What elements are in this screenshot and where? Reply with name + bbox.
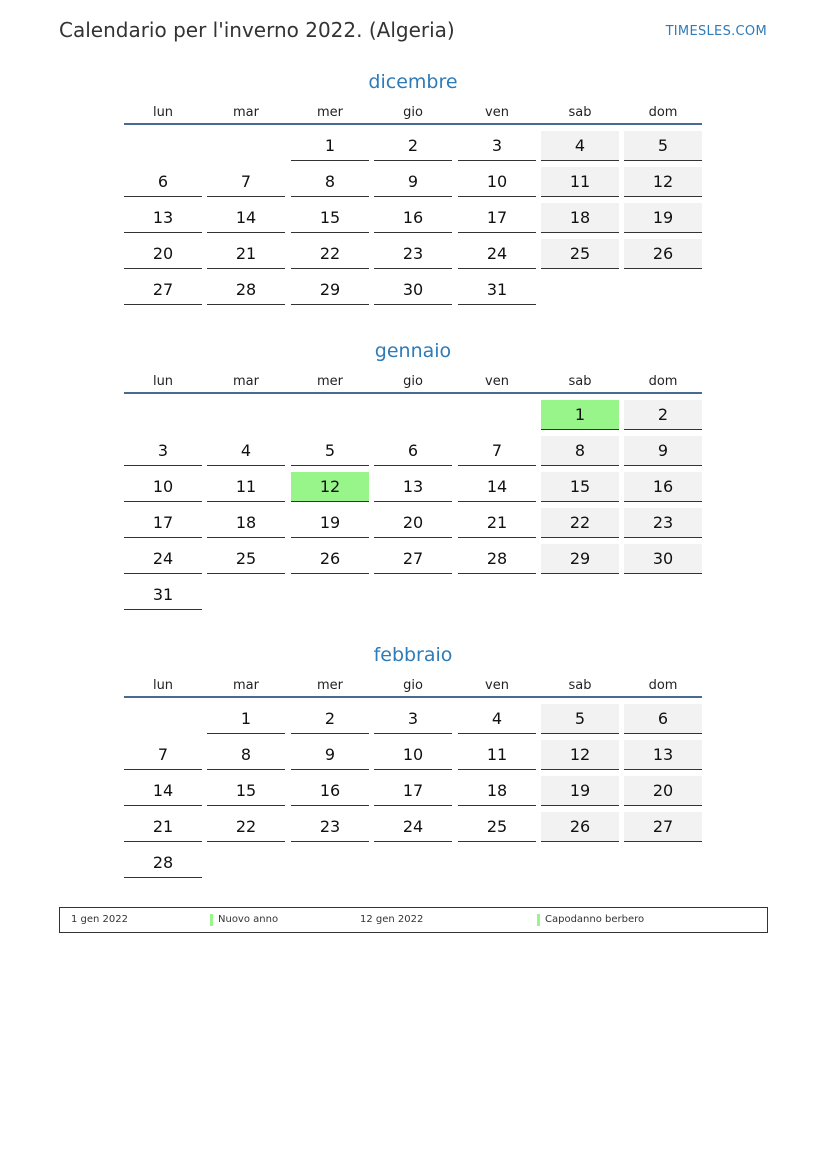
weekday-label: sab <box>568 678 592 693</box>
weekday-header-row <box>124 374 702 390</box>
site-link[interactable]: TIMESLES.COM <box>665 24 767 39</box>
day-cell: 29 <box>541 544 619 574</box>
day-cell: 24 <box>124 544 202 574</box>
day-cell: 19 <box>541 776 619 806</box>
day-cell: 5 <box>541 704 619 734</box>
day-cell: 24 <box>458 239 536 269</box>
day-cell: 26 <box>624 239 702 269</box>
legend-date: 1 gen 2022 <box>71 914 129 925</box>
day-cell: 19 <box>624 203 702 233</box>
day-cell: 28 <box>124 848 202 878</box>
day-cell: 22 <box>207 812 285 842</box>
day-cell: 12 <box>541 740 619 770</box>
day-cell: 21 <box>458 508 536 538</box>
day-cell: 22 <box>291 239 369 269</box>
day-cell: 13 <box>624 740 702 770</box>
day-cell: 23 <box>374 239 452 269</box>
day-cell: 13 <box>124 203 202 233</box>
weekday-label: dom <box>648 105 678 120</box>
legend-holiday-name: Nuovo anno <box>218 914 279 925</box>
day-cell: 23 <box>291 812 369 842</box>
page-title: Calendario per l'inverno 2022. (Algeria) <box>59 18 455 42</box>
day-cell: 15 <box>207 776 285 806</box>
weekday-label: gio <box>403 678 423 693</box>
day-cell: 6 <box>124 167 202 197</box>
month-title: febbraio <box>373 644 453 666</box>
day-cell: 12 <box>624 167 702 197</box>
day-cell: 29 <box>291 275 369 305</box>
weekday-header-row <box>124 105 702 121</box>
day-cell: 14 <box>207 203 285 233</box>
day-cell: 18 <box>207 508 285 538</box>
day-cell: 15 <box>541 472 619 502</box>
day-cell: 17 <box>374 776 452 806</box>
day-cell: 2 <box>624 400 702 430</box>
weekday-label: ven <box>485 374 509 389</box>
day-cell: 10 <box>374 740 452 770</box>
day-cell: 11 <box>541 167 619 197</box>
day-cell: 23 <box>624 508 702 538</box>
weekday-label: mer <box>316 105 343 120</box>
month-title: dicembre <box>368 71 458 93</box>
day-cell: 16 <box>624 472 702 502</box>
day-cell: 8 <box>207 740 285 770</box>
day-cell: 30 <box>374 275 452 305</box>
day-cell: 9 <box>374 167 452 197</box>
weekday-label: mar <box>233 374 259 389</box>
day-cell: 4 <box>207 436 285 466</box>
day-cell: 19 <box>291 508 369 538</box>
day-cell: 5 <box>624 131 702 161</box>
header-divider <box>124 696 702 698</box>
day-cell: 28 <box>207 275 285 305</box>
weekday-header-row <box>124 678 702 694</box>
weekday-label: lun <box>152 678 174 693</box>
holiday-color-swatch <box>537 914 540 926</box>
day-cell: 4 <box>541 131 619 161</box>
day-cell: 6 <box>374 436 452 466</box>
day-cell: 14 <box>124 776 202 806</box>
weekday-label: mar <box>233 678 259 693</box>
header-divider <box>124 123 702 125</box>
day-cell: 7 <box>458 436 536 466</box>
day-cell: 2 <box>374 131 452 161</box>
weekday-label: mar <box>233 105 259 120</box>
day-cell: 1 <box>291 131 369 161</box>
weekday-label: lun <box>152 105 174 120</box>
legend-date: 12 gen 2022 <box>360 914 424 925</box>
day-cell: 8 <box>291 167 369 197</box>
weekday-label: ven <box>485 105 509 120</box>
day-cell: 1 <box>207 704 285 734</box>
weekday-label: dom <box>648 374 678 389</box>
day-cell: 25 <box>541 239 619 269</box>
day-cell: 24 <box>374 812 452 842</box>
day-cell: 10 <box>458 167 536 197</box>
day-cell: 10 <box>124 472 202 502</box>
day-cell: 9 <box>624 436 702 466</box>
day-cell: 7 <box>207 167 285 197</box>
day-cell: 30 <box>624 544 702 574</box>
day-cell: 17 <box>458 203 536 233</box>
day-cell: 25 <box>458 812 536 842</box>
day-cell: 11 <box>458 740 536 770</box>
day-cell: 26 <box>541 812 619 842</box>
day-cell: 7 <box>124 740 202 770</box>
day-cell: 31 <box>124 580 202 610</box>
day-cell: 20 <box>624 776 702 806</box>
weekday-label: mer <box>316 678 343 693</box>
day-cell: 31 <box>458 275 536 305</box>
day-cell: 15 <box>291 203 369 233</box>
day-cell: 21 <box>124 812 202 842</box>
holiday-color-swatch <box>210 914 213 926</box>
day-cell: 16 <box>291 776 369 806</box>
day-cell: 6 <box>624 704 702 734</box>
day-cell: 2 <box>291 704 369 734</box>
day-cell: 17 <box>124 508 202 538</box>
day-cell: 5 <box>291 436 369 466</box>
day-cell: 18 <box>541 203 619 233</box>
day-cell: 25 <box>207 544 285 574</box>
day-cell: 22 <box>541 508 619 538</box>
weekday-label: mer <box>316 374 343 389</box>
day-cell: 8 <box>541 436 619 466</box>
holiday-legend <box>59 907 768 933</box>
legend-holiday-name: Capodanno berbero <box>545 914 645 925</box>
weekday-label: sab <box>568 374 592 389</box>
day-cell: 16 <box>374 203 452 233</box>
weekday-label: lun <box>152 374 174 389</box>
day-cell: 27 <box>374 544 452 574</box>
header-divider <box>124 392 702 394</box>
day-cell: 27 <box>124 275 202 305</box>
day-cell: 11 <box>207 472 285 502</box>
day-cell: 9 <box>291 740 369 770</box>
day-cell: 21 <box>207 239 285 269</box>
day-cell: 27 <box>624 812 702 842</box>
holiday-day-cell: 1 <box>541 400 619 430</box>
day-cell: 28 <box>458 544 536 574</box>
day-cell: 4 <box>458 704 536 734</box>
day-cell: 14 <box>458 472 536 502</box>
weekday-label: gio <box>403 105 423 120</box>
weekday-label: sab <box>568 105 592 120</box>
weekday-label: ven <box>485 678 509 693</box>
day-cell: 3 <box>458 131 536 161</box>
month-title: gennaio <box>374 340 452 362</box>
day-cell: 26 <box>291 544 369 574</box>
day-cell: 3 <box>124 436 202 466</box>
day-cell: 18 <box>458 776 536 806</box>
day-cell: 13 <box>374 472 452 502</box>
day-cell: 20 <box>124 239 202 269</box>
day-cell: 3 <box>374 704 452 734</box>
holiday-day-cell: 12 <box>291 472 369 502</box>
day-cell: 20 <box>374 508 452 538</box>
weekday-label: gio <box>403 374 423 389</box>
weekday-label: dom <box>648 678 678 693</box>
